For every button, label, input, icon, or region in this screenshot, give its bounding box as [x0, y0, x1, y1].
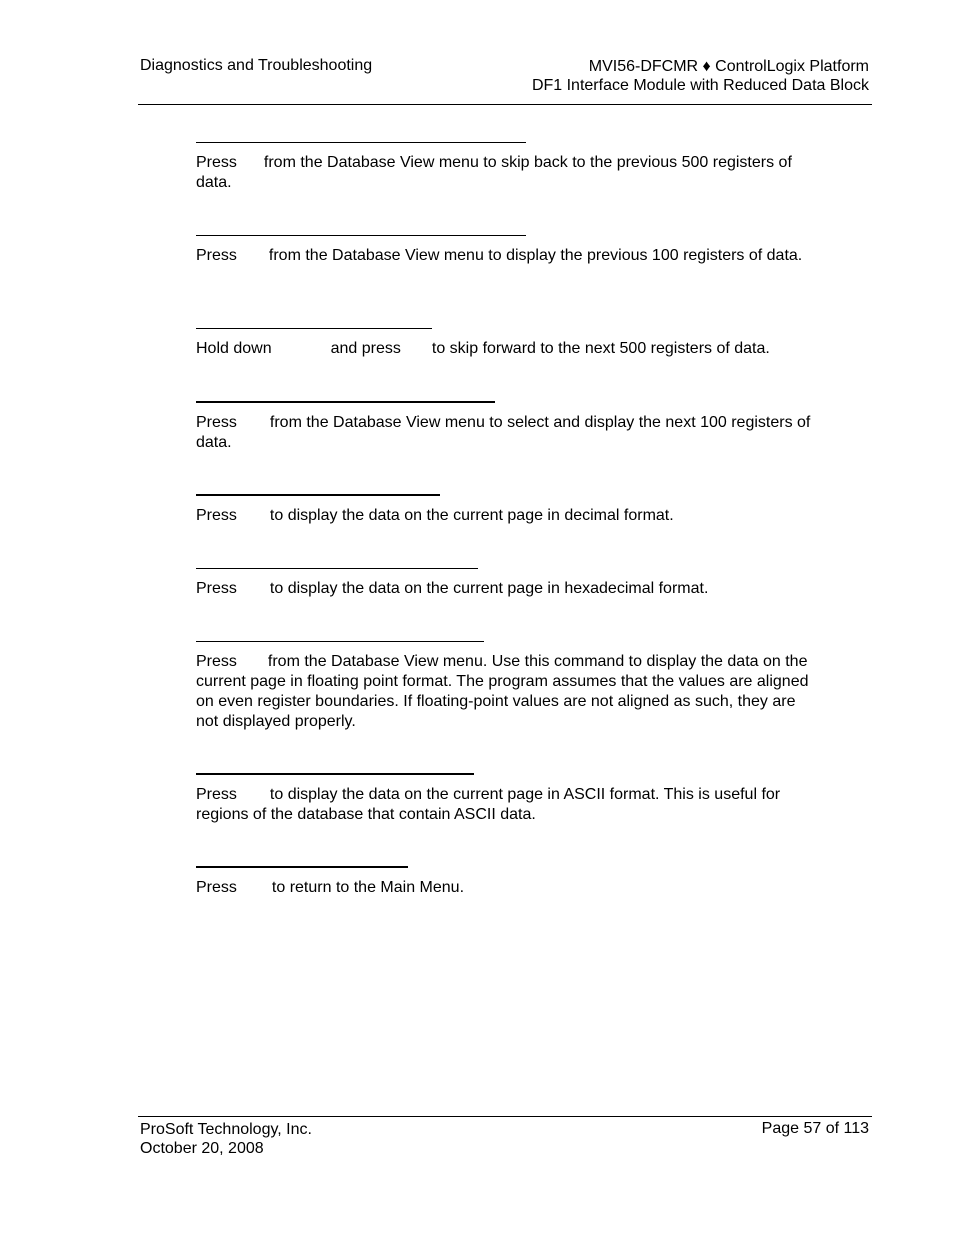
section-body — [196, 246, 816, 266]
section-body — [196, 339, 816, 359]
text-part: to return to the Main Menu. — [271, 879, 465, 896]
section-heading-rule — [196, 773, 474, 775]
text-part: from the Database View menu to skip back to the previous 500 registers of data. — [196, 154, 792, 191]
footer-date: October 20, 2008 — [140, 1140, 264, 1157]
text-part: from the Database View menu. Use this command to display the data on the current page in floating point format. The program assumes that the values are aligned on even register boundaries. If floating-point values are not aligned as such, they are not displayed properly. — [196, 653, 809, 730]
section-skip-forward-500 — [196, 328, 816, 359]
section-heading-rule — [196, 568, 478, 569]
text-part: Press — [196, 580, 237, 597]
section-body — [196, 579, 816, 599]
section-heading-rule — [196, 641, 484, 642]
section-next-100 — [196, 401, 816, 453]
section-body — [196, 506, 816, 526]
section-body — [196, 153, 816, 193]
text-part: from the Database View menu to select and display the next 100 registers of data. — [196, 414, 811, 451]
text-part: Press — [196, 154, 237, 171]
section-body — [196, 652, 816, 732]
header-product-line2: DF1 Interface Module with Reduced Data Block — [531, 77, 869, 94]
text-part: to display the data on the current page in hexadecimal format. — [269, 580, 709, 597]
section-heading-rule — [196, 401, 495, 403]
header-section-title: Diagnostics and Troubleshooting — [140, 57, 373, 74]
section-skip-back-500 — [196, 142, 816, 193]
text-part: Press — [196, 507, 237, 524]
footer-page-number: Page 57 of 113 — [761, 1120, 869, 1137]
section-floating-point — [196, 641, 816, 732]
text-part: Press — [196, 653, 237, 670]
text-part: from the Database View menu to display the previous 100 registers of data. — [268, 247, 803, 264]
section-return-main-menu — [196, 866, 816, 898]
section-hexadecimal — [196, 568, 816, 599]
section-heading-rule — [196, 494, 440, 496]
text-part: and press — [330, 340, 401, 357]
text-part: Hold down — [196, 340, 272, 357]
section-heading-rule — [196, 235, 526, 236]
text-part: Press — [196, 786, 237, 803]
section-heading-rule — [196, 328, 432, 329]
text-part: Press — [196, 879, 237, 896]
section-decimal — [196, 494, 816, 526]
section-body — [196, 878, 816, 898]
text-part: Press — [196, 247, 237, 264]
footer-company: ProSoft Technology, Inc. — [140, 1121, 312, 1138]
text-part: to skip forward to the next 500 registers of data. — [431, 340, 770, 357]
text-part: to display the data on the current page in decimal format. — [269, 507, 674, 524]
footer-company-block — [140, 1120, 312, 1158]
section-heading-rule — [196, 866, 408, 868]
section-heading-rule — [196, 142, 526, 143]
section-body — [196, 785, 816, 825]
section-ascii — [196, 773, 816, 825]
section-body — [196, 413, 816, 453]
header-divider — [138, 104, 872, 105]
text-part: Press — [196, 414, 237, 431]
text-part: to display the data on the current page in ASCII format. This is useful for regions of the database that contain ASCII data. — [196, 786, 781, 823]
section-previous-100 — [196, 235, 816, 266]
footer-divider — [138, 1116, 872, 1117]
header-product-line1: MVI56-DFCMR ♦ ControlLogix Platform — [588, 58, 869, 75]
header-product-title — [532, 57, 869, 95]
